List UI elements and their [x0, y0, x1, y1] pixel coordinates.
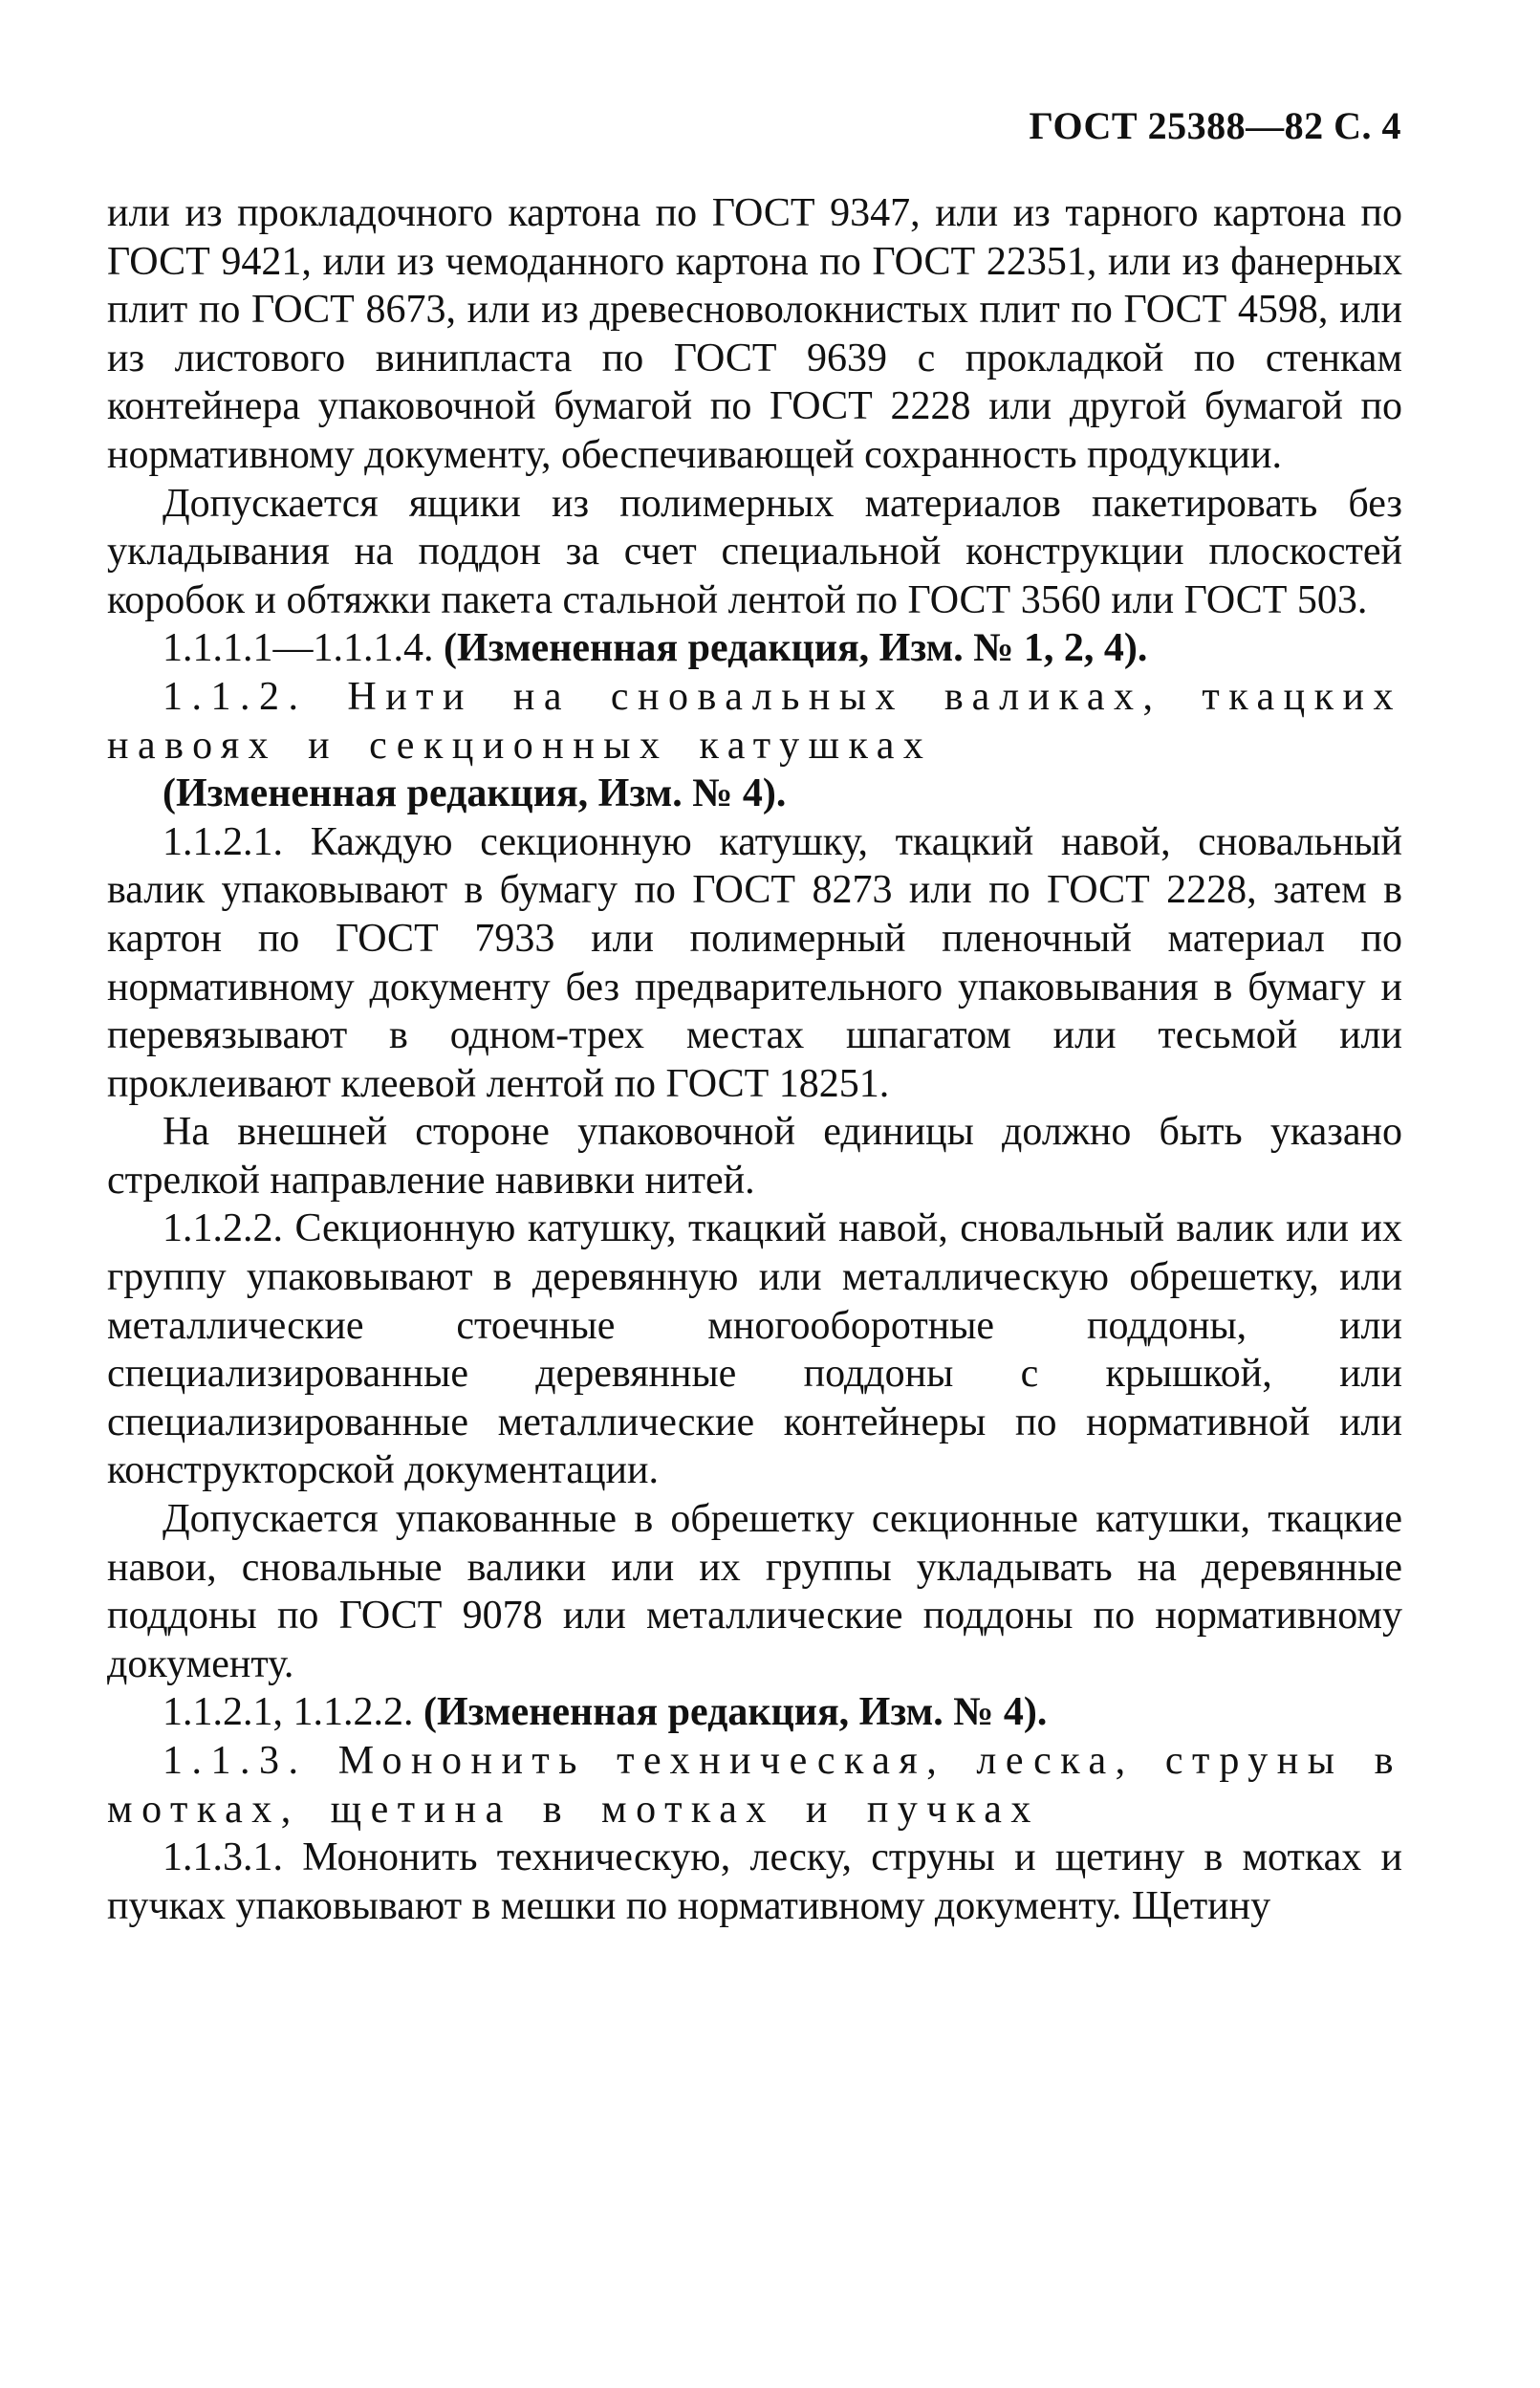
paragraph-winding-direction: На внешней стороне упаковочной единицы должно быть указано стрелкой направление навивки нитей.	[107, 1110, 1402, 1203]
paragraph-palletizing: Допускается ящики из полимерных материалов пакетировать без укладывания на поддон за счет специальной конструкции плоскостей коробок и обтяжки пакета стальной лентой по ГОСТ 3560 или ГОСТ 503.	[107, 481, 1402, 622]
document-body	[107, 189, 1402, 1930]
paragraph-1-1-2-2: 1.1.2.2. Секционную катушку, ткацкий навой, сновальный валик или их группу упаковывают в деревянную или металлическую обрешетку, или металлические стоечные многооборотные поддоны, или специализированные деревянные поддоны с крышкой, или специализированные металлические контейнеры по нормативной или конструкторской документации.	[107, 1206, 1402, 1493]
page-header: ГОСТ 25388—82 С. 4	[1029, 104, 1401, 147]
section-title: Мононить техническая, леска, струны в мотках, щетина в мотках и пучках	[107, 1739, 1402, 1832]
amendment-text: (Измененная редакция, Изм. № 1, 2, 4).	[444, 626, 1148, 671]
paragraph-continuation: или из прокладочного картона по ГОСТ 9347, или из тарного картона по ГОСТ 9421, или из чемоданного картона по ГОСТ 22351, или из фанерных плит по ГОСТ 8673, или из древесноволокнистых плит по ГОСТ 4598, или из листового винипласта по ГОСТ 9639 с прокладкой по стенкам контейнера упаковочной бумагой по ГОСТ 2228 или другой бумагой по нормативному документу, обеспечивающей сохранность продукции.	[107, 191, 1402, 477]
paragraph-pallets: Допускается упакованные в обрешетку секционные катушки, ткацкие навои, сновальные валики или их группы укладывать на деревянные поддоны по ГОСТ 9078 или металлические поддоны по нормативному документу.	[107, 1497, 1402, 1686]
section-number: 1.1.2.	[163, 674, 308, 719]
amendment-ref: 1.1.2.1, 1.1.2.2.	[163, 1690, 414, 1735]
section-title: Нити на сновальных валиках, ткацких навоях и секционных катушках	[107, 674, 1403, 768]
paragraph-1-1-2-1: 1.1.2.1. Каждую секционную катушку, ткацкий навой, сновальный валик упаковывают в бумагу по ГОСТ 8273 или по ГОСТ 2228, затем в картон по ГОСТ 7933 или полимерный пленочный материал по нормативному документу без предварительного упаковывания в бумагу и перевязывают в одном-трех местах шпагатом или тесьмой или проклеивают клеевой лентой по ГОСТ 18251.	[107, 819, 1402, 1106]
section-number: 1.1.3.	[163, 1739, 308, 1783]
amendment-note	[107, 624, 1402, 673]
section-heading	[107, 673, 1402, 770]
amendment-ref: 1.1.1.1—1.1.1.4.	[163, 626, 434, 671]
section-heading	[107, 1737, 1402, 1834]
paragraph-1-1-3-1: 1.1.3.1. Мононить техническую, леску, струны и щетину в мотках и пучках упаковывают в мешки по нормативному документу. Щетину	[107, 1835, 1402, 1928]
amendment-text: (Измененная редакция, Изм. № 4).	[423, 1690, 1048, 1735]
amendment-note: (Измененная редакция, Изм. № 4).	[163, 771, 787, 816]
amendment-note	[107, 1688, 1402, 1737]
